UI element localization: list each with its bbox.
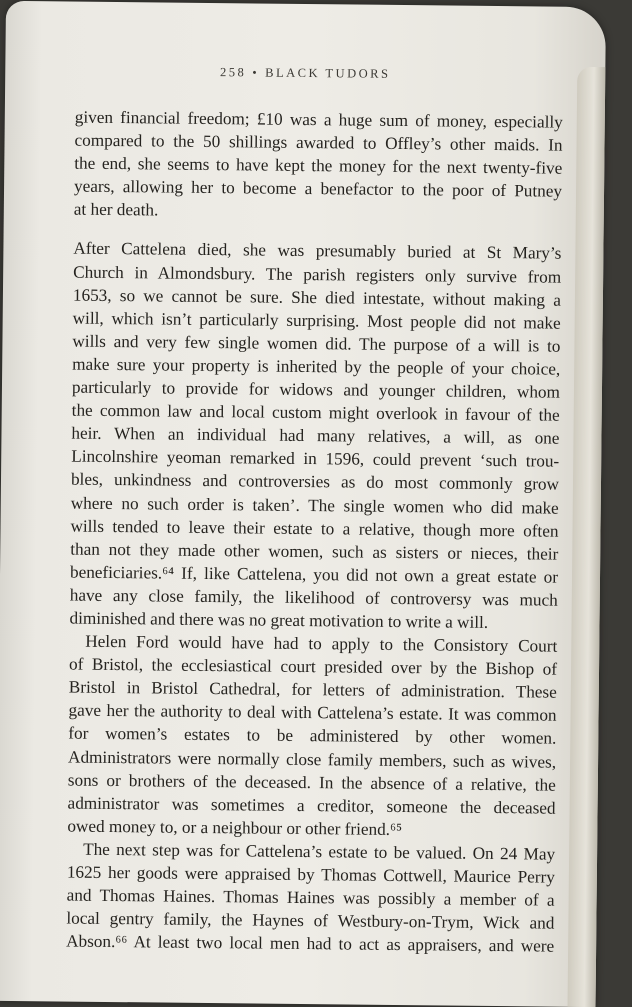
text-line: Church in Almondsbury. The parish registers only survive from: [73, 262, 562, 287]
paragraph: [69, 237, 561, 635]
text-line: 1653, so we cannot be sure. She died intestate, without making a: [72, 285, 562, 310]
text-line: Abson.⁶⁶ At least two local men had to act as appraisers, and were: [66, 931, 555, 956]
text-line: diminished and there was no great motivation to write a will.: [69, 608, 489, 632]
text-line: the end, she seems to have kept the money for the next twenty-five: [74, 153, 563, 178]
text-line: owed money to, or a neighbour or other friend.⁶⁵: [67, 816, 403, 839]
text-line: gave her the authority to deal with Cattelena’s estate. It was common: [68, 700, 557, 726]
text-line: than not they made other women, such as sisters or nieces, their: [70, 539, 559, 564]
text-line: Helen Ford would have had to apply to the Consistory Court: [85, 631, 558, 656]
text-line: 1625 her goods were appraised by Thomas Cottwell, Maurice Perry: [66, 862, 555, 887]
text-line: beneficiaries.⁶⁴ If, like Cattelena, you did not own a great estate or: [69, 562, 559, 587]
text-line: bles, unkindness and controversies as do most commonly grow: [70, 469, 560, 495]
text-line: The next step was for Cattelena’s estate to be valued. On 24 May: [83, 839, 556, 864]
text-line: the common law and local custom might overlook in favour of the: [71, 400, 560, 425]
text-line: heir. When an individual had many relatives, a will, as one: [71, 423, 560, 448]
text-line: wills and very few single women did. The purpose of a will is to: [72, 331, 561, 356]
text-line: wills tended to leave their estate to a relative, though more often: [70, 516, 559, 541]
paragraph: [74, 106, 563, 227]
text-line: make sure your property is inherited by the people of your choice,: [72, 354, 561, 379]
text-line: sons or brothers of the deceased. In the absence of a relative, the: [67, 770, 556, 795]
text-line: of Bristol, the ecclesiastical court presided over by the Bishop of: [68, 654, 558, 679]
text-line: Administrators were normally close family members, such as wives,: [68, 747, 557, 772]
text-line: compared to the 50 shillings awarded to Offley’s other maids. In: [74, 130, 563, 155]
text-line: will, which isn’t particularly surprising. Most people did not make: [72, 308, 561, 333]
body-text: [66, 106, 563, 958]
running-header: [5, 63, 605, 84]
page-number: 258: [219, 65, 247, 80]
text-line: administrator was sometimes a creditor, someone the deceased: [67, 793, 556, 818]
running-title: BLACK TUDORS: [265, 65, 391, 81]
paragraph: [66, 837, 555, 958]
text-line: Lincolnshire yeoman remarked in 1596, could prevent ‘such trou-: [71, 446, 560, 471]
text-line: After Cattelena died, she was presumably buried at St Mary’s: [73, 239, 562, 264]
text-line: for women’s estates to be administered by other women.: [68, 723, 557, 749]
text-line: years, allowing her to become a benefactor to the poor of Putney: [73, 176, 563, 201]
text-line: and Thomas Haines. Thomas Haines was possibly a member of a: [66, 885, 555, 910]
text-line: particularly to provide for widows and younger children, whom: [71, 377, 561, 402]
text-line: have any close family, the likelihood of controversy was much: [69, 585, 558, 610]
paragraph: [67, 630, 557, 843]
text-line: given financial freedom; £10 was a huge sum of money, especially: [74, 107, 563, 132]
header-separator: •: [252, 65, 260, 80]
text-line: where no such order is taken’. The single women who did make: [70, 493, 559, 518]
page-edge: [568, 67, 606, 1007]
book-page: [0, 1, 606, 1007]
text-line: Bristol in Bristol Cathedral, for letters of administration. These: [68, 677, 557, 702]
text-line: at her death.: [73, 199, 159, 220]
text-line: local gentry family, the Haynes of Westbury-on-Trym, Wick and: [66, 908, 555, 933]
